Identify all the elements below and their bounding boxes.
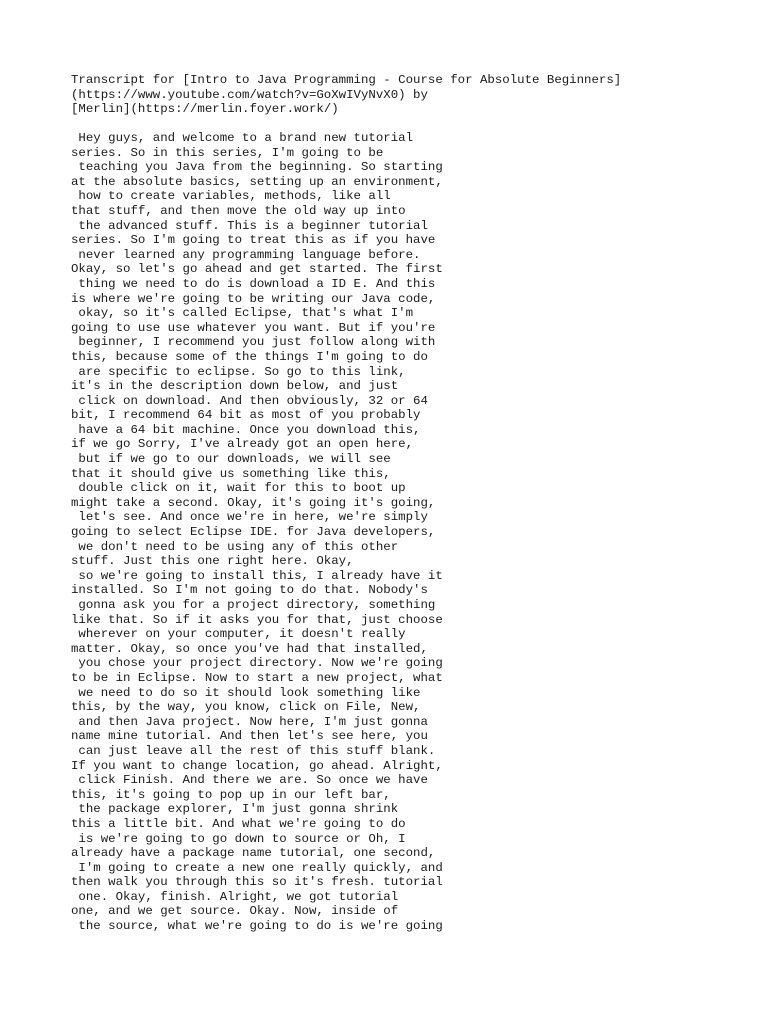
transcript-line: that it should give us something like this, [71,466,391,481]
transcript-line: like that. So if it asks you for that, just choose [71,612,443,627]
transcript-line: I'm going to create a new one really quickly, and [71,860,443,875]
transcript-line: okay, so it's called Eclipse, that's what I'm [71,306,414,321]
transcript-line: going to use use whatever you want. But if you're [71,320,436,335]
transcript-line: wherever on your computer, it doesn't really [71,627,406,642]
transcript-line: never learned any programming language before. [71,247,421,262]
transcript-line: this a little bit. And what we're going to do [71,816,406,831]
transcript-line: series. So in this series, I'm going to be [71,145,384,160]
transcript-line: this, it's going to pop up in our left bar, [71,787,391,802]
transcript-line: click on download. And then obviously, 32 or 64 [71,393,428,408]
transcript-line: how to create variables, methods, like all [71,189,391,204]
transcript-line: click Finish. And there we are. So once we have [71,773,428,788]
transcript-line: the advanced stuff. This is a beginner tutorial [71,218,428,233]
transcript-header [71,73,621,117]
transcript-line: going to select Eclipse IDE. for Java developers, [71,525,436,540]
transcript-line: but if we go to our downloads, we will see [71,452,391,467]
transcript-line: the source, what we're going to do is we're going [71,919,443,934]
transcript-line: bit, I recommend 64 bit as most of you probably [71,408,421,423]
transcript-line: we don't need to be using any of this other [71,539,399,554]
transcript-line: teaching you Java from the beginning. So starting [71,160,443,175]
transcript-line: gonna ask you for a project directory, something [71,598,436,612]
transcript-line: name mine tutorial. And then let's see here, you [71,729,428,744]
transcript-line: can just leave all the rest of this stuff blank. [71,743,436,758]
transcript-line: we need to do so it should look something like [71,685,421,700]
transcript-line: then walk you through this so it's fresh. tutorial [71,875,443,890]
transcript-line: this, by the way, you know, click on File, New, [71,700,421,715]
transcript-line: are specific to eclipse. So go to this link, [71,364,406,379]
transcript-line: it's in the description down below, and just [71,379,399,394]
transcript-line: one. Okay, finish. Alright, we got tutorial [71,889,399,904]
transcript-line: matter. Okay, so once you've had that installed, [71,641,428,656]
transcript-line: series. So I'm going to treat this as if you have [71,233,436,248]
transcript-line: installed. So I'm not going to do that. Nobody's [71,583,428,598]
transcript-line: this, because some of the things I'm going to do [71,349,428,364]
transcript-body [71,131,443,934]
transcript-line: and then Java project. Now here, I'm just gonna [71,714,428,729]
transcript-line: Okay, so let's go ahead and get started. The first [71,262,443,277]
transcript-line: is where we're going to be writing our Java code, [71,291,436,306]
transcript-line: stuff. Just this one right here. Okay, [71,554,354,569]
transcript-line: If you want to change location, go ahead. Alright, [71,758,443,773]
transcript-line: so we're going to install this, I already have it [71,568,443,583]
transcript-line: Hey guys, and welcome to a brand new tutorial [71,131,414,145]
transcript-line: have a 64 bit machine. Once you download this, [71,422,421,437]
transcript-line: to be in Eclipse. Now to start a new project, what [71,670,443,685]
transcript-line: you chose your project directory. Now we're going [71,656,443,671]
transcript-line: the package explorer, I'm just gonna shrink [71,802,399,817]
header-line: [Merlin](https://merlin.foyer.work/) [71,102,339,117]
transcript-line: is we're going to go down to source or Oh, I [71,831,406,846]
transcript-line: double click on it, wait for this to boot up [71,481,406,496]
transcript-line: beginner, I recommend you just follow along with [71,335,436,350]
transcript-line: if we go Sorry, I've already got an open here, [71,437,414,452]
transcript-line: one, and we get source. Okay. Now, inside of [71,904,399,919]
transcript-line: let's see. And once we're in here, we're simply [71,510,428,525]
transcript-line: at the absolute basics, setting up an environment, [71,174,443,189]
header-line: (https://www.youtube.com/watch?v=GoXwIVyNvX0) by [71,87,428,102]
header-line: Transcript for [Intro to Java Programming - Course for Absolute Beginners] [71,73,622,87]
transcript-line: that stuff, and then move the old way up into [71,203,406,218]
transcript-line: already have a package name tutorial, one second, [71,846,436,861]
transcript-line: thing we need to do is download a ID E. And this [71,276,436,291]
transcript-line: might take a second. Okay, it's going it's going, [71,495,436,510]
